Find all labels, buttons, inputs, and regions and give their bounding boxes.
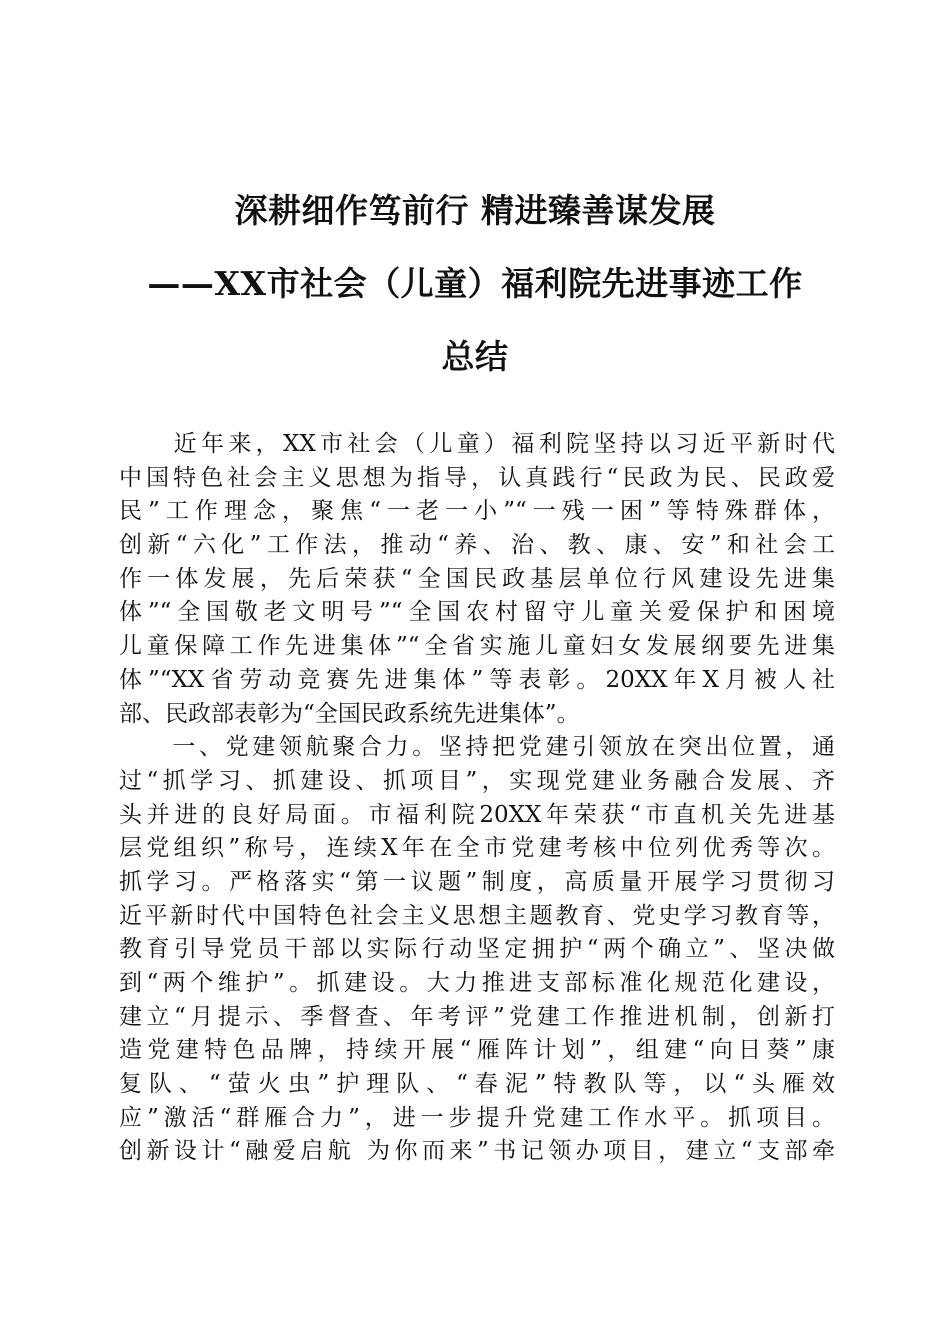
body-line: 层党组织”称号，连续X年在全市党建考核中位列优秀等次。 (119, 835, 835, 862)
body-line: 体”“XX省劳动竞赛先进集体”等表彰。20XX年X月被人社 (119, 666, 835, 693)
title-line-1: 深耕细作笃前行 精进臻善谋发展 (234, 191, 716, 230)
body-line: 儿童保障工作先进集体”“全省实施儿童妇女发展纲要先进集 (119, 633, 835, 660)
title-line-2: ——XX市社会（儿童）福利院先进事迹工作 (147, 264, 803, 303)
document-body (119, 428, 835, 1169)
body-line: 创新“六化”工作法，推动“养、治、教、康、安”和社会工 (119, 532, 835, 559)
body-line: 中国特色社会主义思想为指导，认真践行“民政为民、民政爱 (119, 464, 835, 491)
body-line: 应”激活“群雁合力”，进一步提升党建工作水平。抓项目。 (119, 1104, 835, 1131)
title-line-3: 总结 (441, 337, 509, 376)
body-line: 一、党建领航聚合力。坚持把党建引领放在突出位置，通 (119, 734, 835, 761)
body-line: 体”“全国敬老文明号”“全国农村留守儿童关爱保护和困境 (119, 599, 835, 626)
body-line: 民”工作理念，聚焦“一老一小”“一残一困”等特殊群体， (119, 498, 835, 525)
document-title (90, 186, 860, 382)
body-line: 创新设计“融爱启航 为你而来”书记领办项目，建立“支部牵 (119, 1138, 835, 1165)
body-line: 教育引导党员干部以实际行动坚定拥护“两个确立”、坚决做 (119, 936, 835, 963)
body-line: 近平新时代中国特色社会主义思想主题教育、党史学习教育等， (119, 902, 835, 929)
body-line: 到“两个维护”。抓建设。大力推进支部标准化规范化建设， (119, 970, 835, 996)
body-line: 头并进的良好局面。市福利院20XX年荣获“市直机关先进基 (119, 801, 835, 828)
body-line: 造党建特色品牌，持续开展“雁阵计划”，组建“向日葵”康 (119, 1037, 835, 1064)
body-line: 建立“月提示、季督查、年考评”党建工作推进机制，创新打 (119, 1003, 835, 1030)
body-line: 抓学习。严格落实“第一议题”制度，高质量开展学习贯彻习 (119, 868, 835, 895)
body-line: 近年来，XX市社会（儿童）福利院坚持以习近平新时代 (119, 431, 835, 457)
body-line: 部、民政部表彰为“全国民政系统先进集体”。 (119, 700, 580, 727)
body-line: 复队、“萤火虫”护理队、“春泥”特教队等，以“头雁效 (119, 1071, 835, 1098)
body-line: 过“抓学习、抓建设、抓项目”，实现党建业务融合发展、齐 (119, 767, 835, 794)
body-line: 作一体发展，先后荣获“全国民政基层单位行风建设先进集 (119, 565, 835, 592)
